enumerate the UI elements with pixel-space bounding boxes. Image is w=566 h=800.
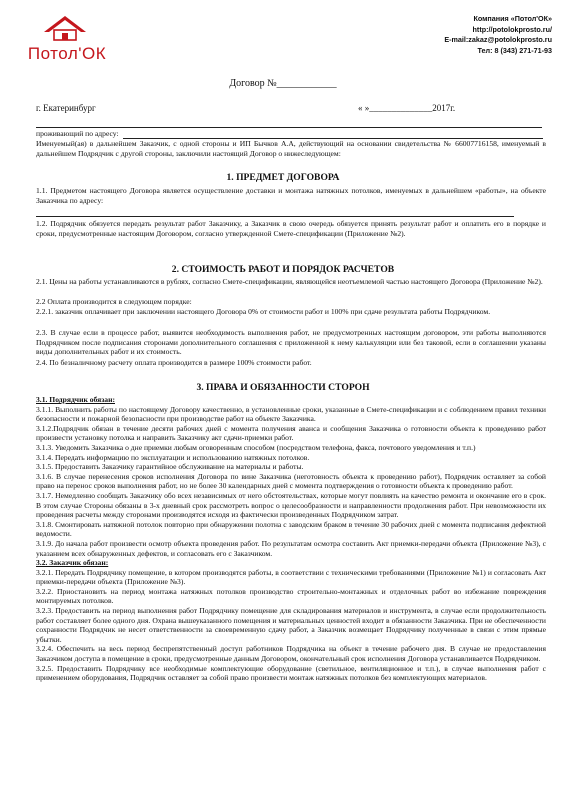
house-roof-icon	[42, 14, 88, 42]
list-item: 3.1.4. Передать информацию по эксплуатации и использованию натяжных потолков.	[36, 452, 310, 462]
company-phone: Тел: 8 (343) 271-71-93	[477, 45, 552, 55]
list-item: 3.1.9. До начала работ произвести осмотр объекта проведения работ. По результатам осмотра составить Акт приемки-передачи объекта (Приложение №3), с указанием всех обнаруженных дефектов, и согласовать его с Заказчиком.	[36, 538, 546, 558]
company-site-link[interactable]: http://potolokprosto.ru/	[472, 24, 552, 34]
section-2-p2: 2.2 Оплата производится в следующем порядке:	[36, 297, 192, 306]
list-item: 3.2.3. Предоставить на период выполнения работ Подрядчику помещение для складирования материалов и инструмента, в случае если продолжительность работ составляет более одного дня. Охрана вышеуказанного помещения и материальных ценностей входит в обязанности Заказчика. При не обеспеченности сохранности Подрядчик не несет ответственности за своевременную сдачу работ, а Заказчик возмещает Подрядчику полученные в связи с этим прямые убытки.	[36, 606, 546, 644]
top-rule	[36, 118, 546, 128]
customer-duties-heading: 3.2. Заказчик обязан:	[36, 558, 109, 568]
list-item: 3.2.1. Передать Подрядчику помещение, в котором производятся работы, в соответствии с техническими требованиями (Приложение №1) и согласовать Акт приемки-передачи объекта (Приложение №3).	[36, 567, 546, 587]
list-item: 3.1.1. Выполнить работы по настоящему Договору качественно, в установленные сроки, указанные в Смете-спецификации и с соблюдением правил техники безопасности и пожарной безопасности при производстве работ на объекте Заказчика.	[36, 404, 546, 424]
section-2-p3: 2.2.1. заказчик оплачивает при заключении настоящего Договора 0% от стоимости работ и 100% при сдаче результата работы Подрядчиком.	[36, 307, 491, 316]
city: г. Екатеринбург	[36, 103, 96, 113]
list-item: 3.1.7. Немедленно сообщать Заказчику обо всех независимых от него обстоятельствах, которые могут повлиять на качество ремонта и окончание его в срок. В этом случае Стороны обязаны в 3-х дневный срок рассмотреть вопрос о целесообразности и направленности продолжения работ. При невозможности их проведения расчеты между сторонами производятся исходя из фактически произведенных Подрядчиком затрат.	[36, 490, 546, 520]
section-2-p1: 2.1. Цены на работы устанавливаются в рублях, согласно Смете-спецификации, являющейся неотъемлемой частью настоящего Договора (Приложение №2).	[36, 277, 543, 286]
list-item: 3.2.2. Приостановить на период монтажа натяжных потолков производство строительно-монтажных и отделочных работ во избежание повреждения монтируемых потолков.	[36, 586, 546, 606]
address-row	[36, 129, 546, 139]
section-2-heading: 2. СТОИМОСТЬ РАБОТ И ПОРЯДОК РАСЧЕТОВ	[171, 264, 395, 275]
company-name: Компания «Потол'ОК»	[473, 14, 552, 23]
logo-text: Потол'ОК	[27, 44, 107, 63]
list-item: 3.1.8. Смонтировать натяжной потолок повторно при обнаружении полотна с заводским браком в течение 30 рабочих дней с момента подписания дефектной ведомости.	[36, 519, 546, 539]
list-item: 3.2.5. Предоставить Подрядчику все необходимые комплектующие оборудование (светильное, вентиляционное и т.п.), в случае выполнения работ с применением оборудования, Подрядчик оставляет за собой право произвести монтаж натяжных потолков без комплектующих материалов.	[36, 663, 546, 683]
section-1-heading: 1. ПРЕДМЕТ ДОГОВОРА	[226, 172, 340, 183]
intro-paragraph: Именуемый(ая) в дальнейшем Заказчик, с одной стороны и ИП Бычков А.А, действующий на основании свидетельства № 66007716158, именуемый в дальнейшем Подрядчик с другой стороны, заключили настоящий Договор о нижеследующем:	[36, 139, 546, 158]
section-3-body	[36, 395, 546, 683]
address-label: проживающий по адресу:	[36, 129, 119, 138]
city-date-row	[36, 104, 546, 114]
list-item: 3.1.5. Предоставить Заказчику гарантийное обслуживание на материалы и работы.	[36, 462, 304, 472]
list-item: 3.2.4. Обеспечить на весь период беспрепятственный доступ работников Подрядчика на объект в течение рабочего дня. В случае не предоставления Заказчиком доступа в помещение в сроки, предусмотренные данным Договором, окончательный срок исполнения Договора устанавливается Подрядчиком.	[36, 644, 546, 664]
company-logo	[12, 14, 122, 74]
contract-date: « »______________2017г.	[358, 103, 456, 113]
section-1-p1: 1.1. Предметом настоящего Договора является осуществление доставки и монтажа натяжных потолков, именуемых в дальнейшем «работы», на объекте Заказчика по адресу:	[36, 186, 546, 205]
section-1-p2: 1.2. Подрядчик обязуется передать результат работ Заказчику, а Заказчик в свою очередь обязуется принять результат работ и оплатить его в порядке и сроки, предусмотренные настоящим Договором, согласно утвержденной Смете-спецификации (Приложение №2).	[36, 219, 546, 238]
section-2-p4: 2.3. В случае если в процессе работ, выявится необходимость выполнения работ, не предусмотренных настоящим договором, эти работы выполняются Подрядчиком после подписания сторонами дополнительного соглашения с приложенной к нему калькуляции или без таковой, если в соглашении указаны виды дополнительных работ и их стоимость.	[36, 328, 546, 357]
section-1-rule	[36, 207, 546, 217]
list-item: 3.1.2.Подрядчик обязан в течение десяти рабочих дней с момента получения аванса и сообщения Заказчика о готовности объекта к проведению работ произвести установку потолка и направить Заказчику акт сдачи-приемки работ.	[36, 423, 546, 443]
company-email[interactable]: E-mail:zakaz@potolokprosto.ru	[444, 35, 552, 44]
section-3-heading: 3. ПРАВА И ОБЯЗАННОСТИ СТОРОН	[196, 382, 370, 393]
contractor-duties-heading: 3.1. Подрядчик обязан:	[36, 395, 115, 404]
company-contacts	[352, 14, 552, 56]
section-2-p5: 2.4. По безналичному расчету оплата производится в размере 100% стоимости работ.	[36, 358, 312, 367]
contract-title: Договор №____________	[229, 78, 337, 89]
list-item: 3.1.6. В случае перенесения сроков исполнения Договора по вине Заказчика (неготовность объекта к проведению работ), Подрядчик оставляет за собой право на перенос сроков выполнения работ, но не более 30 календарных дней с момента подтверждения о готовности объекта к проведению работ.	[36, 471, 546, 491]
list-item: 3.1.3. Уведомить Заказчика о дне приемки любым оговоренным способом (посредством телефона, факса, почтового уведомления и т.п.)	[36, 442, 476, 452]
